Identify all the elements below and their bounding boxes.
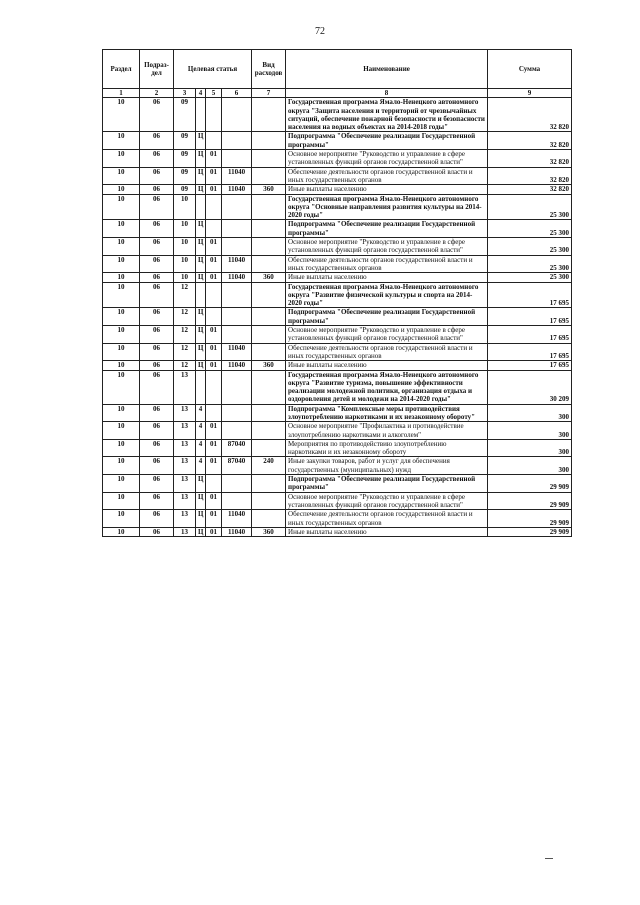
cell-podrazdel: 06 — [140, 404, 174, 422]
cell-summa: 32 820 — [488, 150, 572, 168]
cell-program: 10 — [174, 238, 196, 256]
table-row — [103, 255, 572, 273]
cell-activity: 01 — [206, 273, 222, 282]
header-naimenovanie: Наименование — [286, 50, 488, 89]
cell-direction — [222, 238, 252, 256]
cell-direction: 11040 — [222, 343, 252, 361]
table-row — [103, 457, 572, 475]
table-row — [103, 150, 572, 168]
cell-naimenovanie: Основное мероприятие "Руководство и управление в сфере установленных функций органов государственной власти" — [286, 492, 488, 510]
cell-razdel: 10 — [103, 457, 140, 475]
cell-vid-rashodov — [252, 255, 286, 273]
cell-activity: 01 — [206, 527, 222, 536]
cell-vid-rashodov — [252, 422, 286, 440]
col-number: 7 — [252, 89, 286, 98]
cell-subprogram: Ц — [196, 492, 206, 510]
cell-direction — [222, 370, 252, 404]
table-row — [103, 422, 572, 440]
footer-mark — [545, 858, 553, 859]
cell-activity: 01 — [206, 361, 222, 370]
cell-vid-rashodov: 360 — [252, 361, 286, 370]
cell-summa: 32 820 — [488, 98, 572, 132]
cell-program: 10 — [174, 255, 196, 273]
cell-podrazdel: 06 — [140, 194, 174, 220]
table-row — [103, 370, 572, 404]
cell-subprogram: 4 — [196, 439, 206, 457]
cell-program: 13 — [174, 527, 196, 536]
cell-direction — [222, 404, 252, 422]
cell-summa: 300 — [488, 422, 572, 440]
cell-subprogram: 4 — [196, 422, 206, 440]
cell-activity — [206, 370, 222, 404]
cell-subprogram: Ц — [196, 238, 206, 256]
header-summa: Сумма — [488, 50, 572, 89]
cell-summa: 25 300 — [488, 238, 572, 256]
cell-podrazdel: 06 — [140, 343, 174, 361]
cell-direction: 11040 — [222, 167, 252, 185]
cell-summa: 32 820 — [488, 132, 572, 150]
col-number: 8 — [286, 89, 488, 98]
page-number: 72 — [315, 26, 325, 37]
cell-direction: 11040 — [222, 510, 252, 528]
cell-program: 13 — [174, 475, 196, 493]
cell-podrazdel: 06 — [140, 167, 174, 185]
cell-summa: 17 695 — [488, 326, 572, 344]
col-number: 5 — [206, 89, 222, 98]
cell-razdel: 10 — [103, 404, 140, 422]
cell-direction — [222, 220, 252, 238]
table-row — [103, 220, 572, 238]
cell-subprogram: 4 — [196, 404, 206, 422]
cell-podrazdel: 06 — [140, 220, 174, 238]
cell-vid-rashodov — [252, 492, 286, 510]
cell-razdel: 10 — [103, 150, 140, 168]
cell-summa: 25 300 — [488, 273, 572, 282]
cell-direction — [222, 194, 252, 220]
cell-program: 09 — [174, 98, 196, 132]
cell-program: 13 — [174, 510, 196, 528]
cell-program: 09 — [174, 150, 196, 168]
cell-razdel: 10 — [103, 527, 140, 536]
cell-razdel: 10 — [103, 98, 140, 132]
cell-summa: 17 695 — [488, 361, 572, 370]
cell-vid-rashodov — [252, 132, 286, 150]
cell-activity — [206, 475, 222, 493]
cell-razdel: 10 — [103, 510, 140, 528]
col-number: 9 — [488, 89, 572, 98]
cell-vid-rashodov — [252, 308, 286, 326]
table-row — [103, 308, 572, 326]
cell-naimenovanie: Иные выплаты населению — [286, 185, 488, 194]
cell-direction — [222, 492, 252, 510]
cell-activity: 01 — [206, 439, 222, 457]
header-celevaya-statya: Целевая статья — [174, 50, 252, 89]
table-row — [103, 282, 572, 308]
cell-subprogram: Ц — [196, 132, 206, 150]
cell-vid-rashodov: 360 — [252, 185, 286, 194]
cell-podrazdel: 06 — [140, 475, 174, 493]
cell-vid-rashodov — [252, 98, 286, 132]
cell-naimenovanie: Подпрограмма "Обеспечение реализации Государственной программы" — [286, 308, 488, 326]
header-podrazdel: Подраз-дел — [140, 50, 174, 89]
cell-activity: 01 — [206, 167, 222, 185]
table-row — [103, 238, 572, 256]
budget-table — [102, 49, 572, 537]
cell-razdel: 10 — [103, 343, 140, 361]
cell-razdel: 10 — [103, 167, 140, 185]
cell-vid-rashodov — [252, 150, 286, 168]
cell-podrazdel: 06 — [140, 422, 174, 440]
cell-direction: 11040 — [222, 185, 252, 194]
cell-razdel: 10 — [103, 326, 140, 344]
cell-vid-rashodov — [252, 404, 286, 422]
cell-vid-rashodov — [252, 439, 286, 457]
cell-subprogram — [196, 282, 206, 308]
cell-program: 10 — [174, 273, 196, 282]
cell-podrazdel: 06 — [140, 326, 174, 344]
cell-subprogram — [196, 194, 206, 220]
table-row — [103, 492, 572, 510]
cell-vid-rashodov — [252, 194, 286, 220]
cell-vid-rashodov — [252, 326, 286, 344]
table-row — [103, 343, 572, 361]
cell-podrazdel: 06 — [140, 238, 174, 256]
cell-podrazdel: 06 — [140, 510, 174, 528]
cell-subprogram: Ц — [196, 510, 206, 528]
cell-activity — [206, 98, 222, 132]
cell-activity: 01 — [206, 238, 222, 256]
table-row — [103, 132, 572, 150]
cell-vid-rashodov: 240 — [252, 457, 286, 475]
table-row — [103, 167, 572, 185]
cell-subprogram: Ц — [196, 220, 206, 238]
cell-program: 13 — [174, 404, 196, 422]
cell-razdel: 10 — [103, 422, 140, 440]
column-number-row — [103, 89, 572, 98]
col-number: 1 — [103, 89, 140, 98]
cell-vid-rashodov — [252, 167, 286, 185]
cell-activity — [206, 220, 222, 238]
cell-activity: 01 — [206, 326, 222, 344]
cell-subprogram: Ц — [196, 361, 206, 370]
cell-summa: 32 820 — [488, 167, 572, 185]
cell-naimenovanie: Государственная программа Ямало-Ненецкого автономного округа "Развитие туризма, повышение эффективности реализации молодежной политики, организация отдыха и оздоровления детей и молодежи на 2014-2020 годы" — [286, 370, 488, 404]
cell-summa: 300 — [488, 457, 572, 475]
col-number: 3 — [174, 89, 196, 98]
table-row — [103, 273, 572, 282]
cell-naimenovanie: Подпрограмма "Обеспечение реализации Государственной программы" — [286, 132, 488, 150]
cell-direction: 11040 — [222, 255, 252, 273]
cell-program: 09 — [174, 132, 196, 150]
table-row — [103, 194, 572, 220]
cell-razdel: 10 — [103, 282, 140, 308]
cell-activity: 01 — [206, 492, 222, 510]
cell-razdel: 10 — [103, 308, 140, 326]
cell-subprogram: Ц — [196, 326, 206, 344]
cell-summa: 300 — [488, 439, 572, 457]
cell-program: 12 — [174, 361, 196, 370]
cell-razdel: 10 — [103, 361, 140, 370]
cell-razdel: 10 — [103, 185, 140, 194]
col-number: 2 — [140, 89, 174, 98]
cell-subprogram: Ц — [196, 150, 206, 168]
cell-razdel: 10 — [103, 255, 140, 273]
cell-naimenovanie: Основное мероприятие "Руководство и управление в сфере установленных функций органов государственной власти" — [286, 150, 488, 168]
cell-naimenovanie: Иные закупки товаров, работ и услуг для обеспечения государственных (муниципальных) нужд — [286, 457, 488, 475]
cell-podrazdel: 06 — [140, 150, 174, 168]
cell-subprogram: Ц — [196, 343, 206, 361]
cell-podrazdel: 06 — [140, 185, 174, 194]
cell-subprogram — [196, 370, 206, 404]
budget-rows — [103, 98, 572, 537]
cell-subprogram: Ц — [196, 475, 206, 493]
cell-razdel: 10 — [103, 439, 140, 457]
cell-naimenovanie: Обеспечение деятельности органов государственной власти и иных государственных органов — [286, 343, 488, 361]
cell-vid-rashodov — [252, 370, 286, 404]
cell-naimenovanie: Подпрограмма "Обеспечение реализации Государственной программы" — [286, 475, 488, 493]
header-vid-rashodov: Вид расходов — [252, 50, 286, 89]
cell-subprogram: Ц — [196, 273, 206, 282]
cell-direction — [222, 422, 252, 440]
cell-summa: 32 820 — [488, 185, 572, 194]
cell-razdel: 10 — [103, 194, 140, 220]
cell-naimenovanie: Подпрограмма "Комплексные меры противодействия злоупотреблению наркотиками и их незаконному обороту" — [286, 404, 488, 422]
table-row — [103, 185, 572, 194]
cell-vid-rashodov — [252, 510, 286, 528]
cell-razdel: 10 — [103, 492, 140, 510]
table-row — [103, 98, 572, 132]
cell-razdel: 10 — [103, 132, 140, 150]
cell-naimenovanie: Основное мероприятие "Руководство и управление в сфере установленных функций органов государственной власти" — [286, 238, 488, 256]
cell-activity — [206, 404, 222, 422]
cell-summa: 17 695 — [488, 282, 572, 308]
cell-program: 12 — [174, 282, 196, 308]
cell-summa: 17 695 — [488, 343, 572, 361]
cell-program: 13 — [174, 439, 196, 457]
cell-vid-rashodov — [252, 475, 286, 493]
cell-vid-rashodov: 360 — [252, 527, 286, 536]
table-row — [103, 510, 572, 528]
cell-naimenovanie: Иные выплаты населению — [286, 361, 488, 370]
col-number: 6 — [222, 89, 252, 98]
cell-podrazdel: 06 — [140, 492, 174, 510]
cell-direction — [222, 132, 252, 150]
cell-summa: 29 909 — [488, 475, 572, 493]
cell-podrazdel: 06 — [140, 273, 174, 282]
cell-activity — [206, 194, 222, 220]
cell-activity: 01 — [206, 185, 222, 194]
cell-program: 10 — [174, 194, 196, 220]
cell-direction — [222, 308, 252, 326]
cell-naimenovanie: Основное мероприятие "Руководство и управление в сфере установленных функций органов государственной власти" — [286, 326, 488, 344]
cell-naimenovanie: Иные выплаты населению — [286, 273, 488, 282]
cell-activity: 01 — [206, 343, 222, 361]
cell-activity — [206, 282, 222, 308]
cell-direction: 87040 — [222, 439, 252, 457]
cell-podrazdel: 06 — [140, 308, 174, 326]
header-razdel: Раздел — [103, 50, 140, 89]
cell-podrazdel: 06 — [140, 282, 174, 308]
cell-podrazdel: 06 — [140, 370, 174, 404]
table-row — [103, 404, 572, 422]
cell-summa: 25 300 — [488, 220, 572, 238]
cell-summa: 30 209 — [488, 370, 572, 404]
cell-direction: 11040 — [222, 273, 252, 282]
cell-program: 13 — [174, 370, 196, 404]
cell-razdel: 10 — [103, 220, 140, 238]
cell-summa: 29 909 — [488, 510, 572, 528]
cell-subprogram: Ц — [196, 167, 206, 185]
cell-vid-rashodov — [252, 343, 286, 361]
cell-summa: 25 300 — [488, 194, 572, 220]
cell-program: 12 — [174, 343, 196, 361]
cell-direction — [222, 326, 252, 344]
cell-podrazdel: 06 — [140, 457, 174, 475]
cell-program: 13 — [174, 492, 196, 510]
cell-subprogram: Ц — [196, 308, 206, 326]
cell-activity: 01 — [206, 255, 222, 273]
col-number: 4 — [196, 89, 206, 98]
cell-naimenovanie: Обеспечение деятельности органов государственной власти и иных государственных органов — [286, 167, 488, 185]
cell-summa: 29 909 — [488, 527, 572, 536]
cell-naimenovanie: Основное мероприятие "Профилактика и противодействие злоупотреблению наркотиками и алкоголем" — [286, 422, 488, 440]
header-row — [103, 50, 572, 89]
cell-naimenovanie: Государственная программа Ямало-Ненецкого автономного округа "Основные направления развития культуры на 2014-2020 годы" — [286, 194, 488, 220]
cell-razdel: 10 — [103, 475, 140, 493]
cell-activity: 01 — [206, 510, 222, 528]
cell-direction: 11040 — [222, 527, 252, 536]
cell-naimenovanie: Государственная программа Ямало-Ненецкого автономного округа "Развитие физической культуры и спорта на 2014-2020 годы" — [286, 282, 488, 308]
cell-activity — [206, 132, 222, 150]
cell-subprogram — [196, 98, 206, 132]
cell-podrazdel: 06 — [140, 132, 174, 150]
cell-activity: 01 — [206, 422, 222, 440]
cell-podrazdel: 06 — [140, 527, 174, 536]
cell-direction — [222, 475, 252, 493]
cell-direction — [222, 98, 252, 132]
cell-program: 13 — [174, 422, 196, 440]
cell-direction — [222, 150, 252, 168]
table-row — [103, 475, 572, 493]
cell-program: 09 — [174, 185, 196, 194]
cell-program: 13 — [174, 457, 196, 475]
cell-naimenovanie: Подпрограмма "Обеспечение реализации Государственной программы" — [286, 220, 488, 238]
cell-naimenovanie: Иные выплаты населению — [286, 527, 488, 536]
cell-activity — [206, 308, 222, 326]
cell-naimenovanie: Мероприятия по противодействию злоупотреблению наркотиками и их незаконному обороту — [286, 439, 488, 457]
cell-podrazdel: 06 — [140, 439, 174, 457]
cell-summa: 25 300 — [488, 255, 572, 273]
cell-summa: 17 695 — [488, 308, 572, 326]
cell-podrazdel: 06 — [140, 255, 174, 273]
cell-podrazdel: 06 — [140, 98, 174, 132]
cell-activity: 01 — [206, 457, 222, 475]
cell-podrazdel: 06 — [140, 361, 174, 370]
cell-vid-rashodov — [252, 220, 286, 238]
cell-program: 12 — [174, 326, 196, 344]
table-row — [103, 439, 572, 457]
cell-summa: 300 — [488, 404, 572, 422]
cell-subprogram: Ц — [196, 185, 206, 194]
table-row — [103, 361, 572, 370]
cell-naimenovanie: Обеспечение деятельности органов государственной власти и иных государственных органов — [286, 510, 488, 528]
cell-subprogram: 4 — [196, 457, 206, 475]
cell-direction — [222, 282, 252, 308]
cell-vid-rashodov — [252, 282, 286, 308]
cell-program: 09 — [174, 167, 196, 185]
cell-subprogram: Ц — [196, 527, 206, 536]
cell-direction: 11040 — [222, 361, 252, 370]
cell-vid-rashodov — [252, 238, 286, 256]
cell-activity: 01 — [206, 150, 222, 168]
cell-razdel: 10 — [103, 238, 140, 256]
cell-program: 10 — [174, 220, 196, 238]
cell-razdel: 10 — [103, 370, 140, 404]
cell-vid-rashodov: 360 — [252, 273, 286, 282]
table-row — [103, 527, 572, 536]
cell-subprogram: Ц — [196, 255, 206, 273]
cell-naimenovanie: Государственная программа Ямало-Ненецкого автономного округа "Защита населения и территорий от чрезвычайных ситуаций, обеспечение пожарной безопасности и безопасности населения на водных объектах на 2014-2018 годы" — [286, 98, 488, 132]
cell-direction: 87040 — [222, 457, 252, 475]
cell-naimenovanie: Обеспечение деятельности органов государственной власти и иных государственных органов — [286, 255, 488, 273]
cell-program: 12 — [174, 308, 196, 326]
cell-razdel: 10 — [103, 273, 140, 282]
cell-summa: 29 909 — [488, 492, 572, 510]
table-row — [103, 326, 572, 344]
